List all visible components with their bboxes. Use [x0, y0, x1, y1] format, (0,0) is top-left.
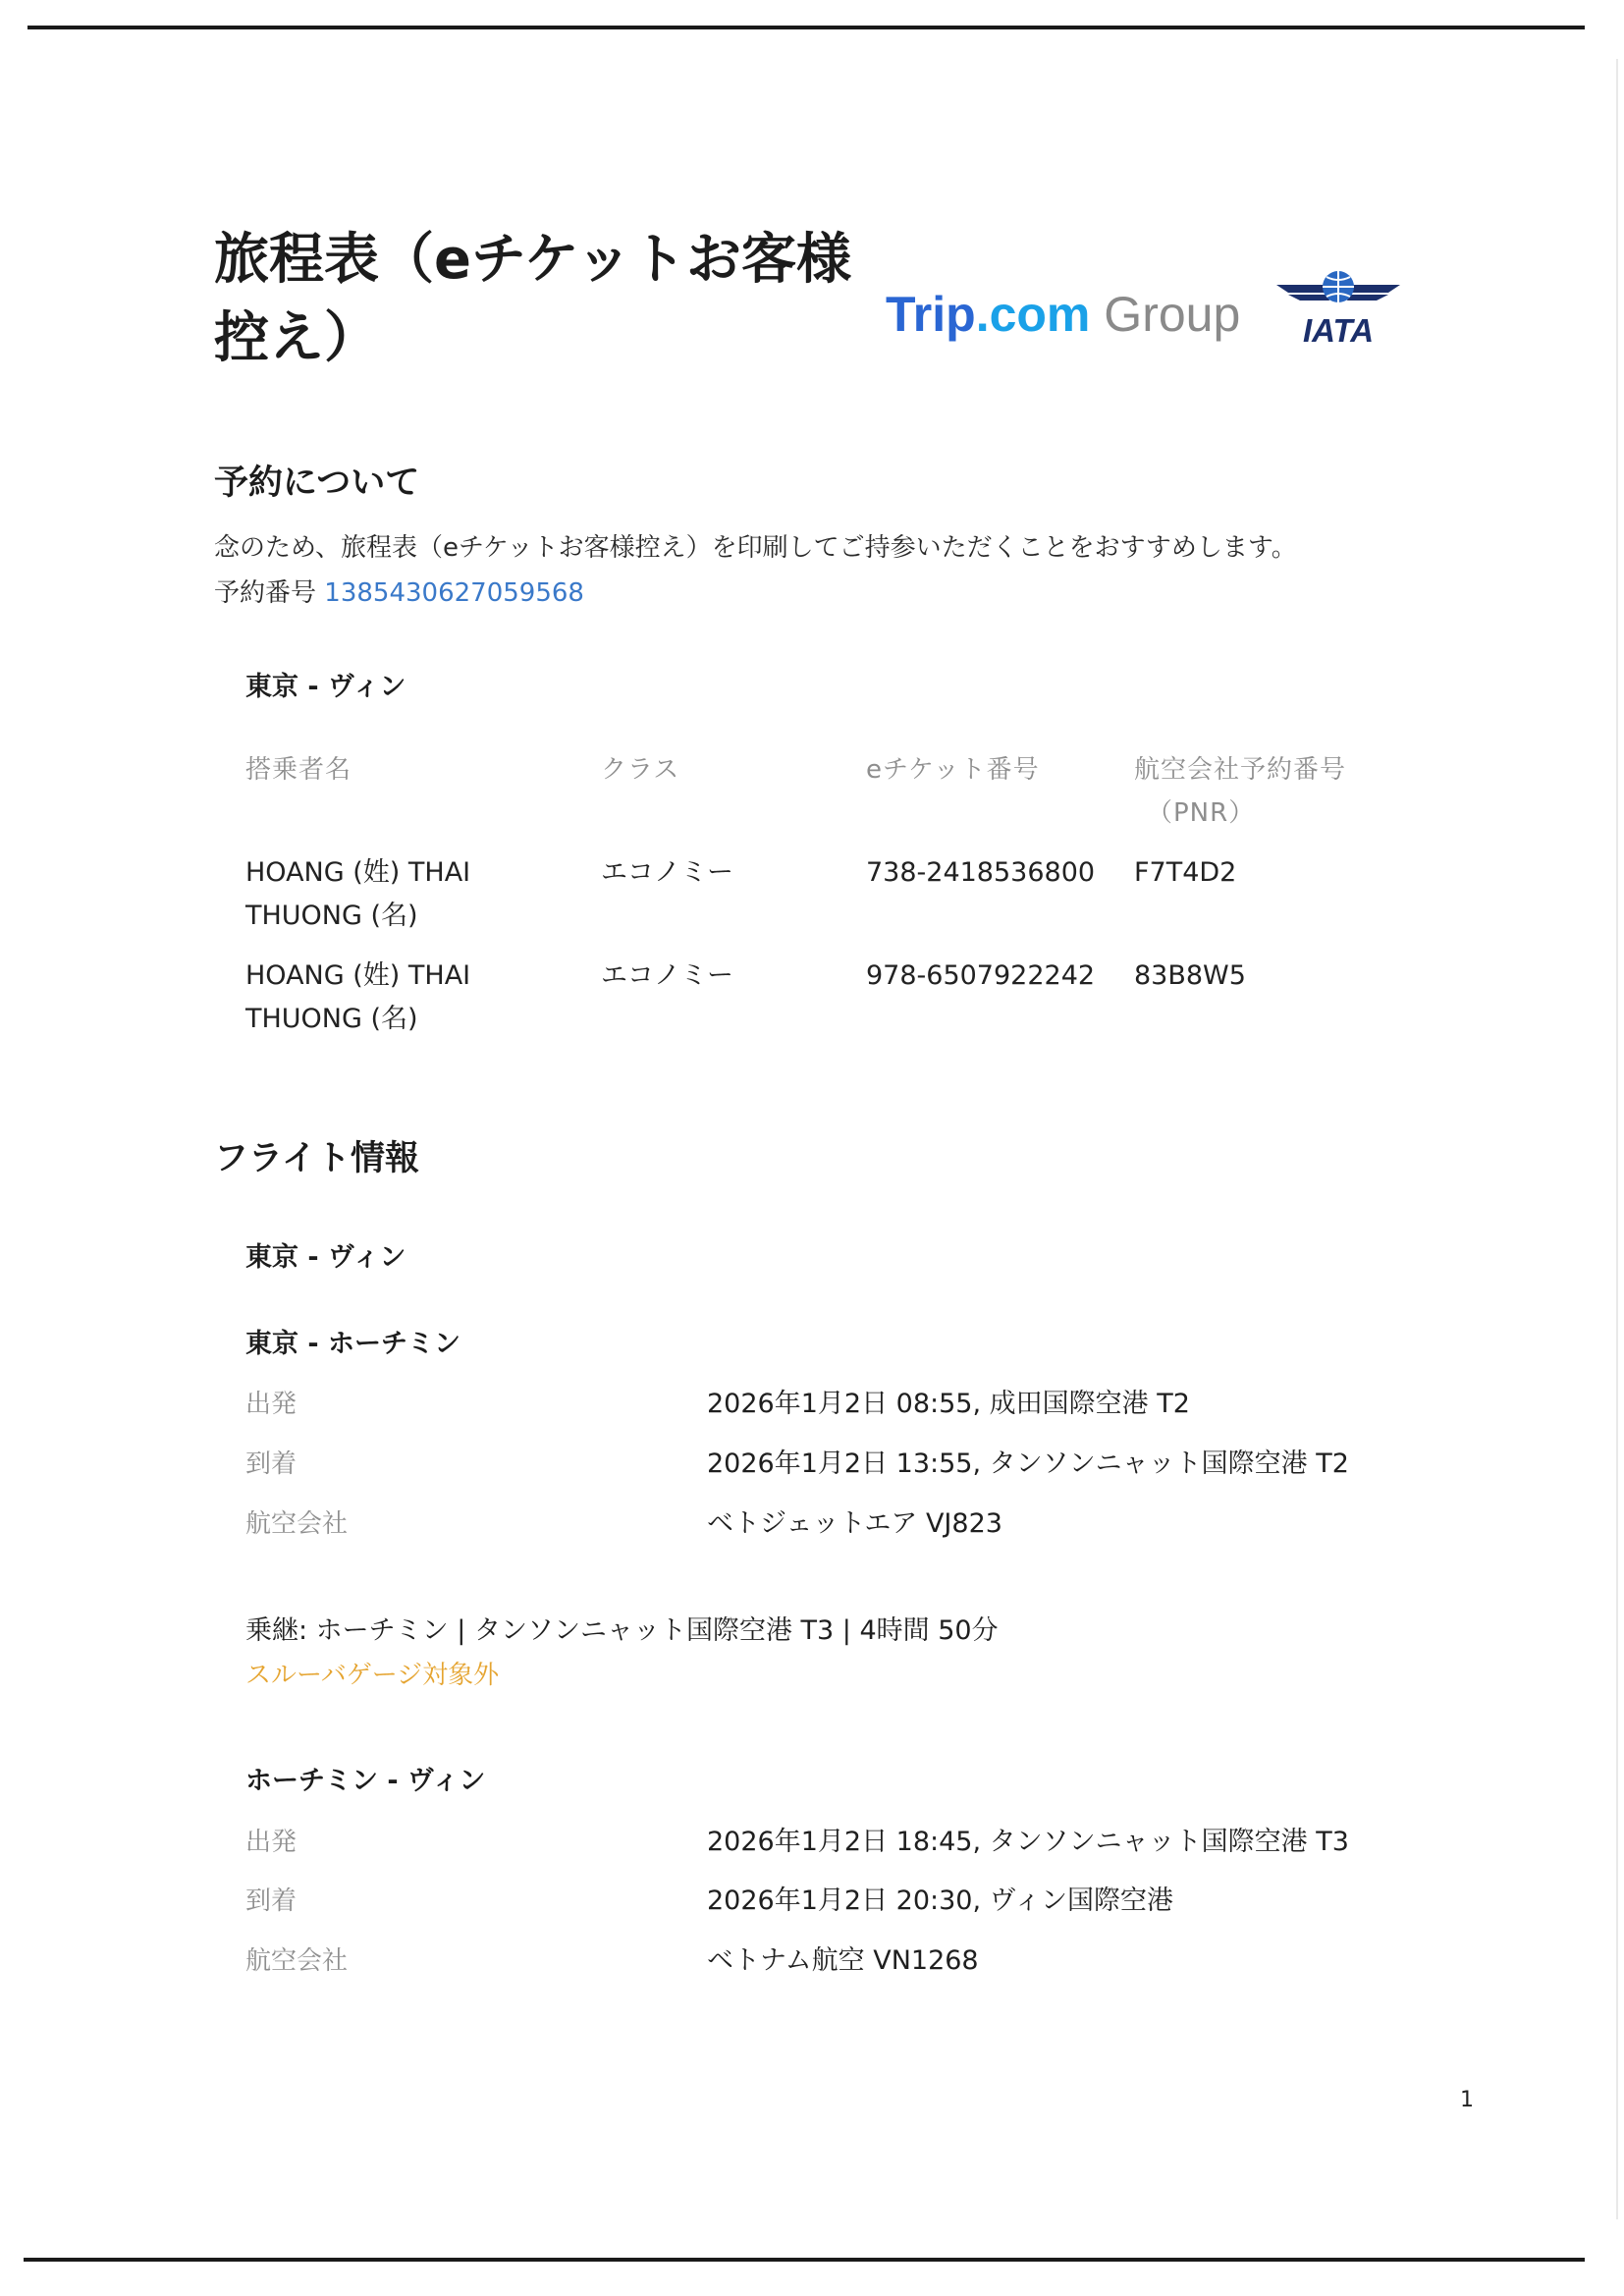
print-notice: 念のため、旅程表（eチケットお客様控え）を印刷してご持参いただくことをおすすめします。: [214, 533, 1297, 563]
eticket-number: 978-6507922242: [866, 960, 1096, 991]
col-header-class: クラス: [601, 755, 680, 785]
iata-logo: [1274, 263, 1402, 352]
arrival-value: 2026年1月2日 20:30, ヴィン国際空港: [707, 1886, 1174, 1916]
departure-label: 出発: [245, 1828, 298, 1857]
booking-number-label: 予約番号: [214, 578, 317, 608]
booking-route-title: 東京 - ヴィン: [245, 672, 406, 702]
passenger-name: HOANG (姓) THAI THUONG (名): [245, 960, 471, 1034]
airline-label: 航空会社: [245, 1946, 349, 1976]
page-number: 1: [1460, 2088, 1474, 2112]
col-header-airline-pnr: 航空会社予約番号: [1134, 755, 1347, 785]
col-header-eticket: eチケット番号: [866, 755, 1040, 785]
passenger-name: HOANG (姓) THAI THUONG (名): [245, 857, 471, 931]
scan-right-edge: [1616, 59, 1618, 2219]
segment-title: ホーチミン - ヴィン: [245, 1766, 486, 1796]
pnr-code: 83B8W5: [1134, 960, 1246, 991]
airline-value: ベトナム航空 VN1268: [707, 1945, 979, 1976]
iata-right-wing-icon: [1347, 285, 1400, 301]
passenger-class: エコノミー: [601, 857, 733, 888]
iata-logo-text: IATA: [1302, 312, 1375, 349]
page-title: 旅程表（eチケットお客様控え）: [214, 228, 851, 370]
eticket-number: 738-2418536800: [866, 857, 1096, 888]
booking-heading: 予約について: [214, 464, 420, 503]
departure-value: 2026年1月2日 18:45, タンソンニャット国際空港 T3: [707, 1827, 1349, 1857]
scan-top-edge: [27, 26, 1585, 29]
airline-value: ベトジェットエア VJ823: [707, 1508, 1002, 1539]
departure-label: 出発: [245, 1390, 298, 1419]
departure-value: 2026年1月2日 08:55, 成田国際空港 T2: [707, 1389, 1190, 1419]
segment-title: 東京 - ホーチミン: [245, 1329, 461, 1359]
tripcom-group-logo: Trip.com Group: [886, 287, 1241, 342]
col-header-passenger: 搭乗者名: [245, 755, 352, 785]
passenger-class: エコノミー: [601, 960, 733, 991]
booking-number-value[interactable]: 1385430627059568: [324, 578, 584, 608]
arrival-label: 到着: [245, 1886, 298, 1916]
transfer-info: 乗継: ホーチミン | タンソンニャット国際空港 T3 | 4時間 50分: [245, 1615, 999, 1646]
arrival-label: 到着: [245, 1449, 298, 1479]
airline-label: 航空会社: [245, 1509, 349, 1539]
flight-route-title: 東京 - ヴィン: [245, 1242, 406, 1273]
iata-left-wing-icon: [1276, 285, 1329, 301]
flight-info-heading: フライト情報: [214, 1139, 419, 1178]
booking-number-line: [214, 573, 584, 609]
col-header-pnr-sub: （PNR）: [1147, 798, 1256, 828]
scan-bottom-edge: [24, 2258, 1585, 2262]
arrival-value: 2026年1月2日 13:55, タンソンニャット国際空港 T2: [707, 1449, 1349, 1479]
pnr-code: F7T4D2: [1134, 857, 1237, 888]
baggage-warning: スルーバゲージ対象外: [245, 1661, 500, 1690]
